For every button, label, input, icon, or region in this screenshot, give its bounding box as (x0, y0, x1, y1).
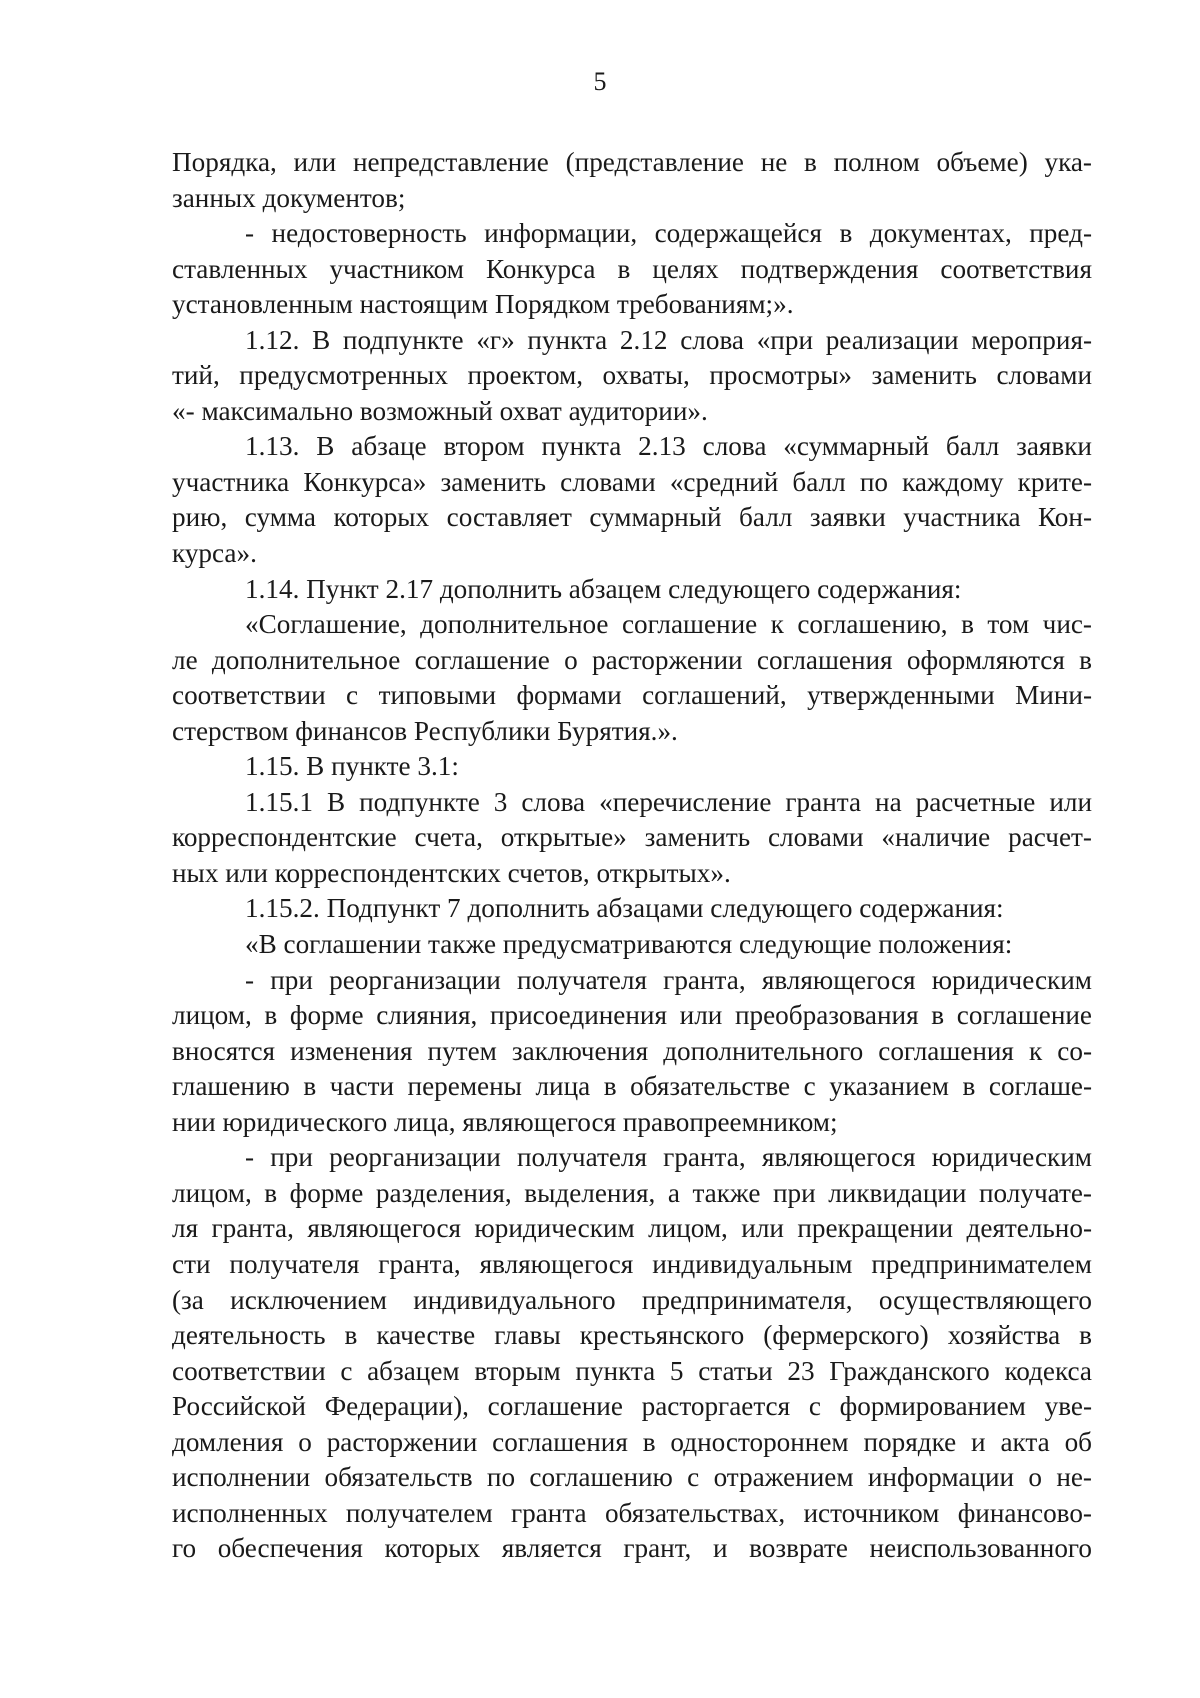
text-line: 1.15.1 В подпункте 3 слова «перечисление гранта на расчетные или (245, 786, 1092, 817)
text-line: 1.14. Пункт 2.17 дополнить абзацем следующего содержания: (245, 573, 962, 604)
text-line: вносятся изменения путем заключения дополнительного соглашения к со- (172, 1035, 1092, 1066)
text-line: домления о расторжении соглашения в одностороннем порядке и акта об (172, 1426, 1092, 1457)
text-line: (за исключением индивидуального предпринимателя, осуществляющего (172, 1284, 1092, 1315)
text-line: нии юридического лица, являющегося правопреемником; (172, 1106, 838, 1137)
text-line: ля гранта, являющегося юридическим лицом, или прекращении деятельно- (172, 1213, 1092, 1244)
document-body (172, 145, 1092, 1567)
text-line: 1.13. В абзаце втором пункта 2.13 слова «суммарный балл заявки (245, 431, 1092, 462)
page-number: 5 (593, 67, 607, 96)
text-line: участника Конкурса» заменить словами «средний балл по каждому крите- (172, 466, 1092, 497)
text-line: ставленных участником Конкурса в целях подтверждения соответствия (172, 253, 1092, 284)
text-line: исполненных получателем гранта обязательствах, источником финансово- (172, 1497, 1092, 1528)
text-line: - недостоверность информации, содержащейся в документах, пред- (245, 218, 1092, 249)
text-line: 1.15.2. Подпункт 7 дополнить абзацами следующего содержания: (245, 893, 1004, 924)
text-line: деятельность в качестве главы крестьянского (фермерского) хозяйства в (172, 1320, 1092, 1351)
text-line: «В соглашении также предусматриваются следующие положения: (245, 929, 1013, 960)
text-line: корреспондентские счета, открытые» заменить словами «наличие расчет- (172, 822, 1092, 853)
text-line: соответствии с абзацем вторым пункта 5 статьи 23 Гражданского кодекса (172, 1355, 1092, 1386)
text-line: «Соглашение, дополнительное соглашение к соглашению, в том чис- (245, 609, 1092, 640)
text-line: лицом, в форме слияния, присоединения или преобразования в соглашение (172, 1000, 1092, 1031)
text-line: курса». (172, 538, 257, 569)
text-line: глашению в части перемены лица в обязательстве с указанием в соглаше- (172, 1071, 1092, 1102)
text-line: - при реорганизации получателя гранта, являющегося юридическим (245, 964, 1092, 995)
text-line: соответствии с типовыми формами соглашений, утвержденными Мини- (172, 680, 1092, 711)
text-line: го обеспечения которых является грант, и возврате неиспользованного (172, 1533, 1092, 1564)
text-line: 1.12. В подпункте «г» пункта 2.12 слова «при реализации мероприя- (245, 324, 1092, 355)
text-line: «- максимально возможный охват аудитории». (172, 395, 708, 426)
text-line: исполнении обязательств по соглашению с отражением информации о не- (172, 1462, 1092, 1493)
text-line: ле дополнительное соглашение о расторжении соглашения оформляются в (172, 644, 1092, 675)
text-line: рию, сумма которых составляет суммарный балл заявки участника Кон- (172, 502, 1092, 533)
text-line: Российской Федерации), соглашение расторгается с формированием уве- (172, 1391, 1092, 1422)
text-line: лицом, в форме разделения, выделения, а также при ликвидации получате- (172, 1177, 1092, 1208)
text-line: сти получателя гранта, являющегося индивидуальным предпринимателем (172, 1248, 1092, 1279)
text-line: ных или корреспондентских счетов, открытых». (172, 857, 731, 888)
text-line: стерством финансов Республики Бурятия.». (172, 715, 678, 746)
text-line: Порядка, или непредставление (представление не в полном объеме) ука- (172, 147, 1092, 177)
text-line: 1.15. В пункте 3.1: (245, 751, 459, 782)
text-line: занных документов; (172, 182, 406, 213)
text-line: - при реорганизации получателя гранта, являющегося юридическим (245, 1142, 1092, 1173)
text-line: установленным настоящим Порядком требованиям;». (172, 289, 794, 320)
text-line: тий, предусмотренных проектом, охваты, просмотры» заменить словами (172, 360, 1092, 391)
